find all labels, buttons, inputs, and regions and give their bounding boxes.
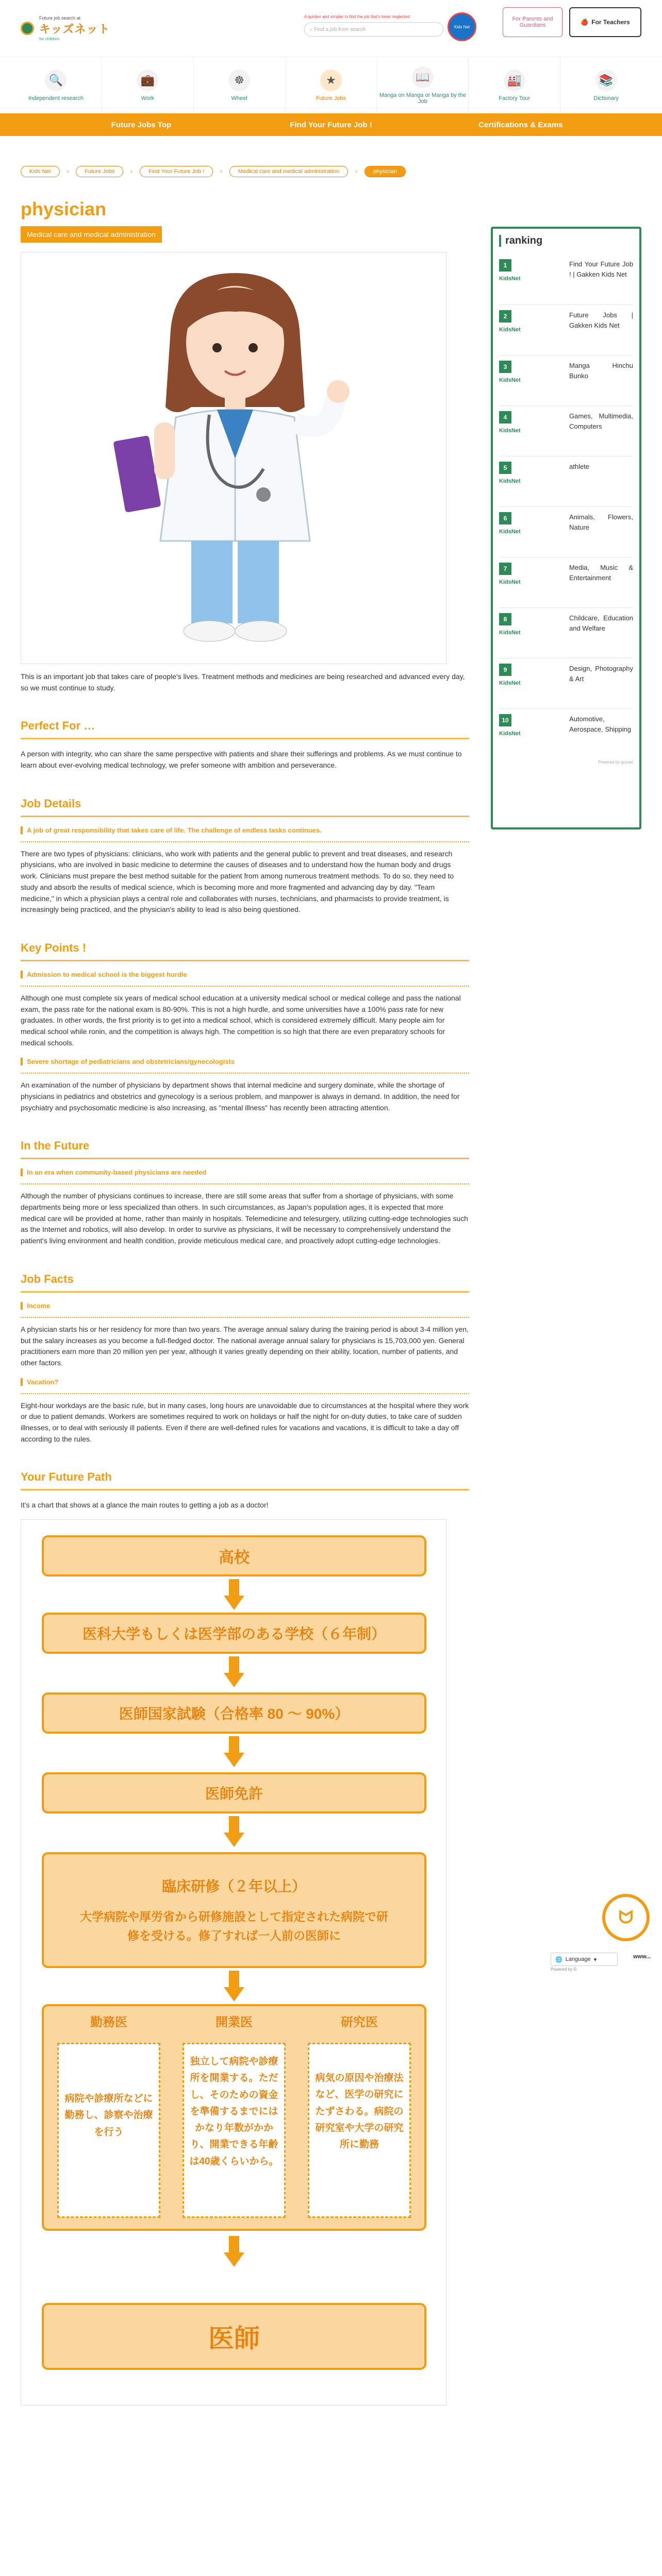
breadcrumb-separator: ›: [67, 168, 69, 175]
ranking-item[interactable]: [499, 456, 633, 506]
search-note: A quicker and simpler to find the job that's been neglected: [304, 14, 410, 19]
vacation-subheading: Vacation?: [21, 1378, 469, 1386]
ranking-title: Manga Hinchu Bunko: [569, 362, 633, 380]
ranking-title: Design, Photography & Art: [569, 665, 633, 683]
ranking-title: Childcare, Education and Welfare: [569, 614, 633, 632]
mascot-icon: ᗢ: [618, 1907, 634, 1927]
language-label: Language: [565, 1956, 591, 1962]
category-work[interactable]: [102, 57, 194, 113]
vacation-text: Eight-hour workdays are the basic rule, but in many cases, long hours are unavoidable due to circumstances at the hospital where they work or due to patient demands. Workers are sometimes required to work on holidays or half the night for on-duty duties, to take care of sudden illnesses, or to deal with seriously ill patients. Even if there are well-defined rules for vacations and vacations, it is difficult to take a day off according to the rules.: [21, 1401, 469, 1443]
globe-icon: 🌐: [555, 1956, 562, 1963]
job-details-text: There are two types of physicians: clinicians, who work with patients and the general public to prevent and treat diseases, and research physicians, who are involved in basic medicine to determine the causes of diseases and to understand how the human body and drugs work. Clinicians must prepare the best method suitable for the patient from among numerous treatment methods. To do so, they need to study and absorb the results of medical science, which is becoming more and more fragmented and advancing day by day. "Team medicine," in which a physician plays a central role and collaborates with nurses, technicians, and pharmacists to provide treatment, is increasingly being practiced, and the physician's ability to lead is also being questioned.: [21, 849, 454, 914]
ranking-sidebar: [491, 227, 641, 829]
category-manga[interactable]: [377, 57, 469, 113]
language-select[interactable]: [551, 1953, 618, 1966]
ranking-thumbnail: [499, 512, 549, 548]
path-step-high-school: 高校: [42, 1535, 426, 1577]
nav-find-your-future-job[interactable]: Find Your Future Job !: [290, 120, 372, 129]
path-step-doctor: 医師: [42, 2303, 426, 2370]
future-path-chart: [21, 1519, 446, 2405]
magnifier-icon: 🔍: [45, 70, 67, 91]
mascot-label: www...: [633, 1954, 651, 1960]
category-tag[interactable]: Medical care and medical administration: [21, 226, 162, 243]
mascot-button[interactable]: [602, 1894, 650, 1941]
category-label: Factory Tour: [499, 95, 531, 101]
kidsnet-logo: KidsNet: [499, 529, 521, 535]
kidsnet-logo: KidsNet: [499, 276, 521, 282]
key-points-subheading-1: Admission to medical school is the biggest hurdle: [21, 971, 469, 978]
career-practice-title: 開業医: [216, 2015, 253, 2029]
kidsnet-logo: KidsNet: [499, 579, 521, 585]
residency-text: 大学病院や厚労省から研修施設として指定された病院で研修を受ける。修了すれば一人前の医師に: [80, 1909, 388, 1942]
ranking-title: athlete: [569, 463, 590, 470]
ranking-number: 2: [499, 310, 511, 323]
divider: [21, 1393, 469, 1394]
ranking-item[interactable]: [499, 254, 633, 304]
wheel-icon: ☸: [228, 70, 250, 91]
ranking-number: 4: [499, 411, 511, 423]
breadcrumb-separator: ›: [355, 168, 357, 175]
path-step-license: 医師免許: [42, 1772, 426, 1814]
down-arrow-icon: [224, 1736, 244, 1767]
perfect-for-text: A person with integrity, who can share the same perspective with patients and share their sufferings and problems. As we must continue to learn about ever-evolving medical technology, we prefer someone with ambition and perseverance.: [21, 750, 462, 770]
category-wheel[interactable]: [194, 57, 286, 113]
dictionary-icon: 📚: [595, 70, 617, 91]
ranking-number: 7: [499, 563, 511, 575]
ranking-thumbnail: [499, 714, 549, 750]
doctor-svg: [21, 252, 447, 665]
header-search: [304, 14, 443, 37]
ranking-thumbnail: [499, 259, 549, 295]
category-future-jobs[interactable]: [286, 57, 377, 113]
down-arrow-icon: [224, 1816, 244, 1847]
apple-icon: 🍎: [581, 19, 589, 26]
language-powered-by: Powered by G: [551, 1967, 577, 1972]
kidsnet-logo: KidsNet: [499, 377, 521, 383]
logo-sub-text: for children: [39, 37, 60, 41]
page-title: physician: [21, 198, 107, 219]
divider: [21, 1073, 469, 1074]
parents-button[interactable]: For Parents and Guardians: [503, 7, 562, 37]
ranking-thumbnail: [499, 664, 549, 700]
category-dictionary[interactable]: [560, 57, 652, 113]
breadcrumb-find-job[interactable]: Find Your Future Job !: [140, 166, 213, 177]
career-employed-title: 勤務医: [90, 2015, 127, 2029]
in-future-heading: In the Future: [21, 1139, 469, 1159]
kids-net-badge[interactable]: Kids Net: [448, 12, 476, 41]
category-label: Future Jobs: [316, 95, 346, 101]
in-future-text: Although the number of physicians continues to increase, there are still some areas that suffer from a shortage of physicians, with some departments being more or less specialized than others. In such circumstances, as Japan's population ages, it is expected that more medical care will be provided at home, rather than mainly in hospitals. Telemedicine and telesurgery, utilizing cutting-edge technologies such as the Internet and robotics, will also develop. In order to survive as physicians, it will be necessary to comprehensively understand the patient's living environment and health condition, provide meticulous medical care, and proactively adopt cutting-edge technologies.: [21, 1192, 468, 1245]
category-independent-research[interactable]: [10, 57, 102, 113]
teachers-button-label: For Teachers: [591, 19, 630, 26]
down-arrow-icon: [224, 1971, 244, 2002]
divider: [21, 1183, 469, 1184]
ranking-title: Games, Multimedia, Computers: [569, 412, 633, 430]
job-details-subheading: A job of great responsibility that takes care of life. The challenge of endless tasks continues.: [21, 826, 469, 834]
in-future-subheading: In an era when community-based physicians are needed: [21, 1168, 469, 1176]
career-practice-text: 独立して病院や診療所を開業する。ただし、そのための資金を準備するまでにはかなり年数がかかり、開業できる年齢は40歳くらいから。: [183, 2043, 286, 2218]
ranking-item[interactable]: [499, 355, 633, 405]
career-research-title: 研究医: [341, 2015, 378, 2029]
key-points-text-2: An examination of the number of physicians by department shows that internal medicine and surgery dominate, while the shortage of physicians in pediatrics and obstetrics and gynecology is a serious problem, and manpower is always in demand. In addition, the need for psychiatry and psychosomatic medicine is also increasing, as "mental illness" has recently been attracting attention.: [21, 1081, 460, 1112]
ranking-item[interactable]: [499, 708, 633, 759]
future-jobs-nav: [0, 113, 662, 136]
ranking-number: 1: [499, 259, 511, 272]
ranking-thumbnail: [499, 411, 549, 447]
search-icon: ⌕: [310, 26, 313, 32]
breadcrumb-separator: ›: [220, 168, 222, 175]
residency-title: 臨床研修（２年以上）: [161, 1878, 306, 1894]
category-factory-tour[interactable]: [469, 57, 560, 113]
star-icon: ★: [320, 70, 342, 91]
future-path-intro: It's a chart that shows at a glance the main routes to getting a job as a doctor!: [21, 1501, 269, 1510]
briefcase-icon: 💼: [137, 70, 158, 91]
kidsnet-logo: KidsNet: [499, 478, 521, 484]
search-placeholder: Find a job from search: [314, 26, 366, 32]
key-points-text-1: Although one must complete six years of medical school education at a university medical school or medical college and pass the national exam, the pass rate for the national exam is 80-90%. This is not a high hurdle, and some universities have a 100% pass rate for new graduates. In other words, the first priority is to get into a medical school, which is considered extremely difficult. Many people aim for medical school while ronin, and the competition is always high. The competition is so high that there are even preparatory schools for medical schools.: [21, 993, 461, 1047]
breadcrumb-kids-net[interactable]: Kids Net: [21, 166, 60, 177]
career-employed-text: 病院や診療所などに勤務し、診察や治療を行う: [57, 2043, 160, 2218]
ranking-title: Animals, Flowers, Nature: [569, 513, 633, 531]
kidsnet-logo: KidsNet: [499, 630, 521, 636]
ranking-item[interactable]: [499, 607, 633, 658]
chevron-down-icon: ▾: [593, 1956, 597, 1963]
ranking-heading: ranking: [499, 235, 633, 247]
path-step-residency: [42, 1852, 426, 1968]
path-step-national-exam: 医師国家試験（合格率 80 ～ 90%）: [42, 1692, 426, 1734]
ranking-number: 9: [499, 664, 511, 676]
globe-icon: [21, 22, 34, 35]
ranking-item[interactable]: [499, 304, 633, 355]
ranking-powered-by: Powered by gusset: [598, 760, 633, 765]
ranking-item[interactable]: [499, 405, 633, 456]
nav-future-jobs-top[interactable]: Future Jobs Top: [111, 120, 172, 129]
ranking-item[interactable]: [499, 557, 633, 607]
ranking-item[interactable]: [499, 506, 633, 557]
main-content: [21, 198, 469, 2405]
divider: [21, 986, 469, 987]
divider: [21, 1317, 469, 1318]
ranking-title: Media, Music & Entertainment: [569, 564, 633, 582]
search-input[interactable]: [304, 22, 443, 37]
category-nav: [0, 57, 662, 113]
factory-icon: 🏭: [504, 70, 525, 91]
down-arrow-icon: [224, 1579, 244, 1610]
ranking-number: 10: [499, 714, 511, 726]
ranking-thumbnail: [499, 613, 549, 649]
breadcrumb-medical[interactable]: Medical care and medical administration: [229, 166, 348, 177]
breadcrumb-future-jobs[interactable]: Future Jobs: [76, 166, 123, 177]
breadcrumb: [21, 166, 406, 177]
ranking-title: Future Jobs | Gakken Kids Net: [569, 311, 633, 329]
breadcrumb-separator: ›: [130, 168, 133, 175]
ranking-title: Find Your Future Job ! | Gakken Kids Net: [569, 260, 633, 278]
ranking-thumbnail: [499, 310, 549, 346]
doctor-illustration: [21, 252, 446, 664]
category-label: Dictionary: [593, 95, 619, 101]
job-details-heading: Job Details: [21, 797, 469, 817]
category-label: Manga on Manga or Manga by the Job: [379, 92, 466, 105]
ranking-item[interactable]: [499, 658, 633, 708]
key-points-subheading-2: Severe shortage of pediatricians and obstetricians/gynecologists: [21, 1058, 469, 1065]
logo-main-text: キッズネット: [39, 23, 110, 36]
future-path-heading: Your Future Path: [21, 1470, 469, 1490]
nav-certifications-exams[interactable]: Certifications & Exams: [478, 120, 563, 129]
ranking-thumbnail: [499, 361, 549, 397]
category-label: Independent research: [28, 95, 84, 101]
category-label: Work: [141, 95, 155, 101]
perfect-for-heading: Perfect For …: [21, 719, 469, 739]
breadcrumb-current: physician: [365, 166, 406, 177]
book-icon: 📖: [412, 66, 434, 88]
ranking-title: Automotive, Aerospace, Shipping: [569, 715, 631, 733]
logo-small-text: Future job search at: [39, 15, 81, 21]
job-facts-heading: Job Facts: [21, 1273, 469, 1293]
key-points-heading: Key Points !: [21, 941, 469, 961]
divider: [21, 841, 469, 842]
career-research-text: 病気の原因や治療法など、医学の研究にたずさわる。病院の研究室や大学の研究所に勤務: [308, 2043, 411, 2218]
kidsnet-logo: KidsNet: [499, 428, 521, 434]
down-arrow-icon: [224, 2236, 244, 2267]
ranking-number: 6: [499, 512, 511, 524]
down-arrow-icon: [224, 1656, 244, 1687]
site-header: [0, 0, 662, 57]
category-label: Wheel: [231, 95, 247, 101]
ranking-number: 5: [499, 462, 511, 474]
income-text: A physician starts his or her residency for more than two years. The average annual salary during the training period is about 3-4 million yen, but the salary increases as you become a full-fledged doctor. The national average annual salary for physicians is 15,703,000 yen. General practitioners earn more than 20 million yen per year, although it varies greatly depending on their ability, location, number of patients, and other factors.: [21, 1325, 469, 1367]
path-step-medical-school: 医科大学もしくは医学部のある学校（６年制）: [42, 1613, 426, 1654]
ranking-number: 3: [499, 361, 511, 373]
intro-text: This is an important job that takes care of people's lives. Treatment methods and medicines are being researched and advanced every day, so we must continue to study.: [21, 672, 465, 692]
income-subheading: Income: [21, 1302, 469, 1310]
ranking-number: 8: [499, 613, 511, 625]
ranking-thumbnail: [499, 462, 549, 498]
teachers-button[interactable]: [569, 7, 641, 37]
kidsnet-logo: KidsNet: [499, 327, 521, 333]
site-logo[interactable]: [21, 15, 110, 41]
kidsnet-logo: KidsNet: [499, 680, 521, 686]
kidsnet-logo: KidsNet: [499, 731, 521, 737]
ranking-thumbnail: [499, 563, 549, 599]
